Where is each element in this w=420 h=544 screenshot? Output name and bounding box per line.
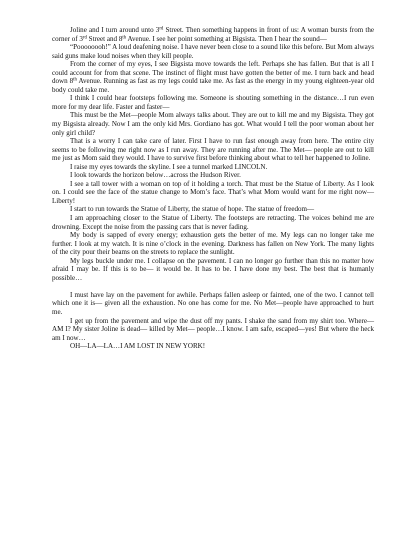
paragraph-text: I think I could hear footsteps following me. Someone is shouting something in the distance…I run even more for my dear life. Faster and faster— xyxy=(52,94,374,111)
paragraph xyxy=(52,171,374,180)
paragraph xyxy=(52,205,374,214)
paragraph xyxy=(52,94,374,111)
paragraph-text: I see a tall tower with a woman on top of it holding a torch. That must be the Statue of Liberty. As I look on. I could see the face of the statue change to Mom’s face. That’s what Mom would want for me right now—Liberty! xyxy=(52,179,374,205)
paragraph xyxy=(52,342,374,351)
paragraph-text: This must be the Met—people Mom always talks about. They are out to kill me and my Bigsista. They got my Bigsista already. Now I am the only kid Mrs. Gordiano has got. What would I tell the poor woman about her only girl child? xyxy=(52,111,374,137)
paragraph-text: My body is sapped of every energy; exhaustion gets the better of me. My legs can no longer take me further. I look at my watch. It is nine o’clock in the evening. Darkness has fallen on New York. The many lights of the city pour their beams on the streets to replace the sunlight. xyxy=(52,231,374,257)
ordinal-suffix: rd xyxy=(159,26,164,32)
ordinal-suffix: th xyxy=(73,77,77,83)
paragraph-text: That is a worry I can take care of later. First I have to run fast enough away from here. The entire city seems to be following me right now as I run away. They are running after me. The Met— people are out to kill me just as Mom said they would. I have to survive first before thinking about what to tell her happened to Joline. xyxy=(52,137,374,163)
paragraph xyxy=(52,111,374,137)
paragraph xyxy=(52,214,374,231)
paragraph-text: Street and 8 xyxy=(86,34,123,43)
paragraph xyxy=(52,26,374,43)
paragraph xyxy=(52,317,374,343)
paragraph-text: My legs buckle under me. I collapse on the pavement. I can no longer go further than this no matter how afraid I may be. If this is to be— it would be. It has to be. I have done my best. The best that is humanly possible… xyxy=(52,256,374,282)
paragraph-text: I must have lay on the pavement for awhile. Perhaps fallen asleep or fainted, one of the two. I cannot tell which one it is— given all the exhaustion. No one has come for me. No Met—people have approached to hurt me. xyxy=(52,290,374,316)
paragraph xyxy=(52,231,374,257)
paragraph-text: Avenue. Running as fast as my legs could take me. As fast as the energy in my young eighteen-year old body could take me. xyxy=(52,77,374,94)
paragraph-text: From the corner of my eyes, I see Bigsista move towards the left. Perhaps she has fallen. But that is all I could account for from that scene. The instinct of flight must have gotten the better of me. I turn back and head down 8 xyxy=(52,60,374,86)
paragraph xyxy=(52,43,374,60)
paragraph-text: I start to run towards the Statue of Liberty, the statue of hope. The statue of freedom— xyxy=(70,205,315,214)
paragraph-text: I raise my eyes towards the skyline. I see a tunnel marked LINCOLN. xyxy=(70,162,268,171)
paragraph-text: Joline and I turn around unto 3 xyxy=(70,26,160,34)
paragraph xyxy=(52,257,374,283)
paragraph xyxy=(52,291,374,317)
paragraph-text: I get up from the pavement and wipe the dust off my pants. I shake the sand from my shirt too. Where— AM I? My sister Joline is dead— killed by Met— people…I know. I am safe, escaped—yes! But where the heck am I now… xyxy=(52,316,374,342)
paragraph-text: Avenue. I see her point something at Bigsista. Then I hear the sound— xyxy=(126,34,327,43)
paragraph xyxy=(52,163,374,172)
section-break xyxy=(52,282,374,291)
paragraph-text: I look towards the horizon below…across the Hudson River. xyxy=(70,171,241,180)
paragraph xyxy=(52,60,374,94)
paragraph xyxy=(52,180,374,206)
paragraph-text: OH—LA—LA…I AM LOST IN NEW YORK! xyxy=(70,342,206,351)
ordinal-suffix: th xyxy=(122,34,127,40)
paragraph-text: Street. Then something happens in front of us: A woman bursts from the corner of 3 xyxy=(52,26,374,43)
ordinal-suffix: rd xyxy=(82,34,87,40)
paragraph-text: “Poooooooh!” A loud deafening noise. I have never been close to a sound like this before. But Mom always said guns make loud noises when they kill people. xyxy=(52,43,374,60)
paragraph-text: I am approaching closer to the Statue of Liberty. The footsteps are retracting. The voices behind me are drowning. Except the noise from the passing cars that is never fading. xyxy=(52,214,374,231)
paragraph xyxy=(52,137,374,163)
